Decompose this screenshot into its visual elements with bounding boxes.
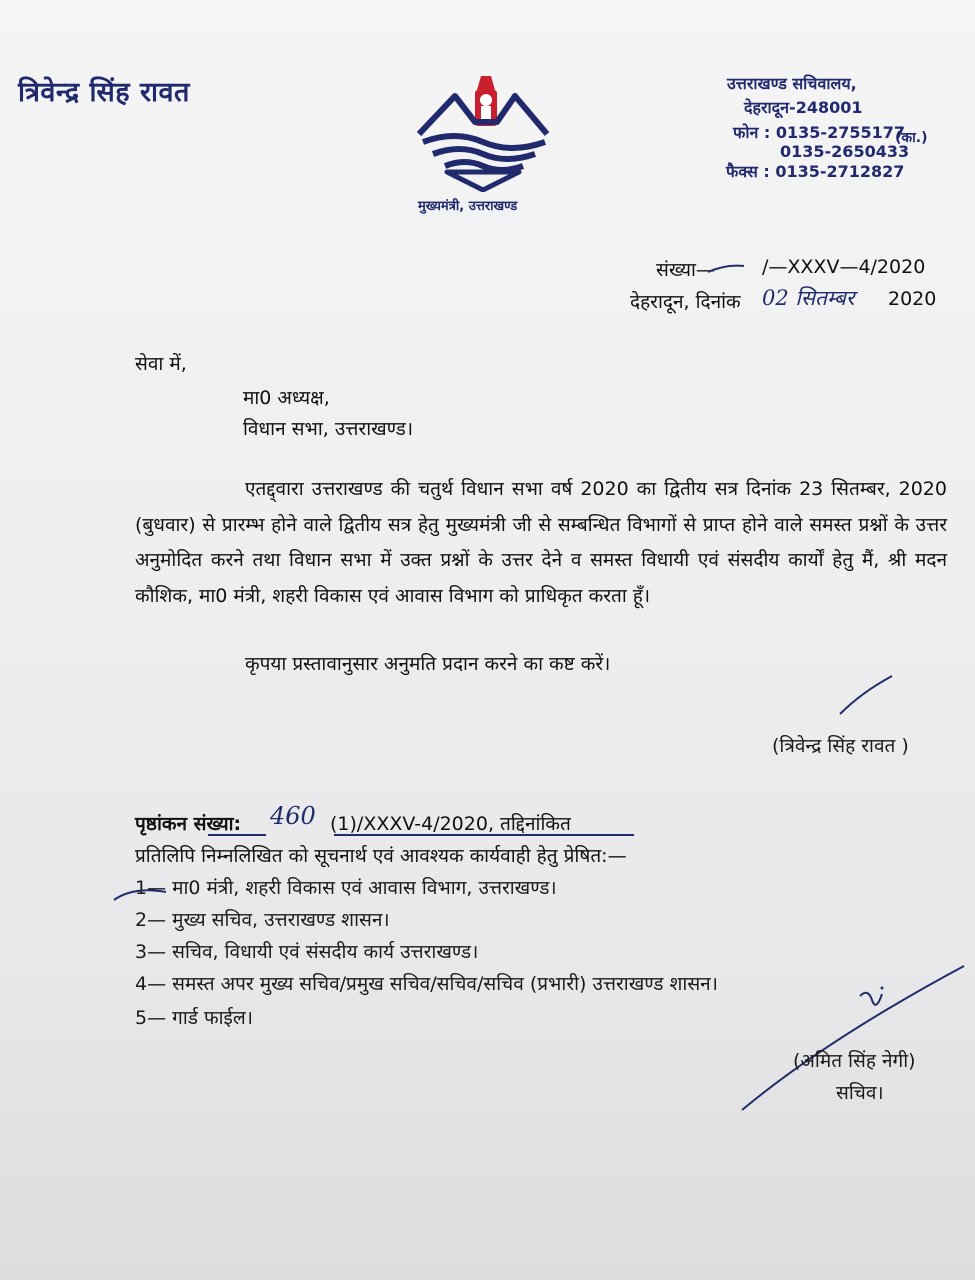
copy-item-3: 3— सचिव, विधायी एवं संसदीय कार्य उत्तराखण्ड।	[135, 941, 479, 963]
reference-number-suffix: /—XXXV—4/2020	[762, 256, 926, 278]
endorsement-number-handwritten: 460	[270, 802, 316, 830]
endorsement-number-rest: (1)/XXXV-4/2020, तद्दिनांकित	[330, 813, 571, 835]
reference-number-prefix: संख्या—	[656, 259, 715, 281]
phone-office: फोन : 0135-2755177	[733, 123, 906, 142]
signature-stroke-icon	[836, 672, 896, 718]
copy-item-2: 2— मुख्य सचिव, उत्तराखण्ड शासन।	[135, 909, 390, 931]
address-line2: देहरादून-248001	[744, 98, 863, 117]
phone-office-suffix: (का.)	[895, 130, 928, 146]
copy-intro: प्रतिलिपि निम्नलिखित को सूचनार्थ एवं आवश्यक कार्यवाही हेतु प्रेषित:—	[135, 845, 627, 867]
endorsement-number-underline	[334, 834, 634, 836]
salutation: सेवा में,	[135, 353, 187, 375]
phone-alt: 0135-2650433	[780, 142, 910, 161]
reference-date-year: 2020	[888, 288, 937, 310]
sender-name: त्रिवेन्द्र सिंह रावत	[18, 77, 190, 108]
body-paragraph: एतद्द्वारा उत्तराखण्ड की चतुर्थ विधान सभा वर्ष 2020 का द्वितीय सत्र दिनांक 23 सितम्बर, 2020 (बुधवार) से प्रारम्भ होने वाले द्वितीय सत्र हेतु मुख्यमंत्री जी से सम्बन्धित विभागों से प्राप्त होने वाले समस्त प्रश्नों के उत्तर अनुमोदित करने तथा विधान सभा में उक्त प्रश्नों के उत्तर देने व समस्त विधायी एवं संसदीय कार्यों हेतु मैं, श्री मदन कौशिक, मा0 मंत्री, शहरी विकास एवं आवास विभाग को प्राधिकृत करता हूँ।	[135, 478, 947, 607]
fax-number: फैक्स : 0135-2712827	[726, 162, 905, 181]
recipient-line1: मा0 अध्यक्ष,	[243, 387, 330, 409]
copy-item-4: 4— समस्त अपर मुख्य सचिव/प्रमुख सचिव/सचिव/सचिव (प्रभारी) उत्तराखण्ड शासन।	[135, 973, 718, 995]
reference-date-handwritten: 02 सितम्बर	[762, 286, 855, 310]
secretary-name: (अमित सिंह नेगी)	[793, 1050, 916, 1072]
handwritten-dash-icon	[706, 262, 746, 276]
endorsement-label-underline	[208, 834, 266, 836]
copy-item-1: 1— मा0 मंत्री, शहरी विकास एवं आवास विभाग, उत्तराखण्ड।	[135, 877, 557, 899]
handwritten-tick-icon	[110, 880, 170, 906]
recipient-line2: विधान सभा, उत्तराखण्ड।	[243, 418, 414, 440]
address-line1: उत्तराखण्ड सचिवालय,	[727, 74, 857, 93]
reference-date-prefix: देहरादून, दिनांक	[630, 291, 741, 313]
endorsement-label: पृष्ठांकन संख्या:	[135, 813, 242, 835]
request-line: कृपया प्रस्तावानुसार अनुमति प्रदान करने का कष्ट करें।	[245, 653, 611, 675]
secretary-title: सचिव।	[836, 1082, 884, 1104]
signatory-name: (त्रिवेन्द्र सिंह रावत )	[772, 735, 909, 757]
uttarakhand-emblem-icon	[415, 72, 550, 192]
copy-item-5: 5— गार्ड फाईल।	[135, 1007, 253, 1029]
logo-caption: मुख्यमंत्री, उत्तराखण्ड	[418, 199, 518, 214]
